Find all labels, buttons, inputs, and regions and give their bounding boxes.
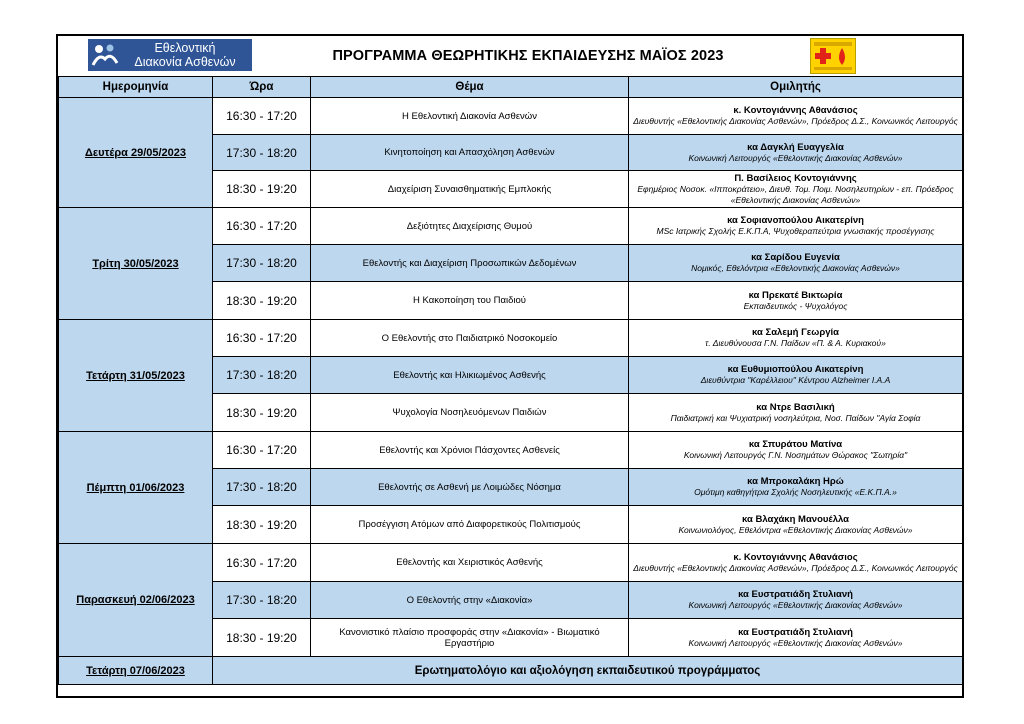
speaker-role: Κοινωνιολόγος, Εθελόντρια «Εθελοντικής Διακονίας Ασθενών» [678,524,913,535]
time-cell: 16:30 - 17:20 [213,98,311,135]
column-header-speaker: Ομιλητής [629,77,963,98]
time-cell: 17:30 - 18:20 [213,357,311,394]
table-row [59,544,963,582]
column-header-date: Ημερομηνία [59,77,213,98]
speaker-role: Παιδιατρική και Ψυχιατρική νοσηλεύτρια, Νοσ. Παίδων "Αγία Σοφία [670,412,921,423]
schedule-frame [56,34,964,698]
speaker-role: Κοινωνική Λειτουργός «Εθελοντικής Διακονίας Ασθενών» [688,152,903,163]
speaker-role: Διευθυντής «Εθελοντικής Διακονίας Ασθενών», Πρόεδρος Δ.Σ., Κοινωνικός Λειτουργός [633,116,958,126]
speaker-name: Π. Βασίλειος Κοντογιάννης [734,172,857,184]
organization-logo-text [122,41,252,69]
topic-cell: Εθελοντής και Χρόνιοι Πάσχοντες Ασθενείς [311,432,629,469]
speaker-name: κα Ευστρατιάδη Στυλιανή [738,589,853,600]
time-cell: 18:30 - 19:20 [213,282,311,320]
time-cell: 17:30 - 18:20 [213,135,311,171]
speaker-role: Εκπαιδευτικός - Ψυχολόγος [743,300,848,311]
speaker-name: κα Σοφιανοπούλου Αικατερίνη [727,215,864,226]
speaker-name: κα Ντρε Βασιλική [756,401,835,413]
column-header-topic: Θέμα [311,77,629,98]
speaker-cell [629,357,963,394]
logo-line-2: Διακονία Ασθενών [134,55,236,69]
time-cell: 17:30 - 18:20 [213,245,311,282]
table-row [59,208,963,245]
speaker-cell [629,171,963,208]
speaker-cell [629,282,963,320]
topic-cell: Η Εθελοντική Διακονία Ασθενών [311,98,629,135]
speaker-name: κα Ευθυμιοπούλου Αικατερίνη [727,364,864,375]
topic-cell: Εθελοντής σε Ασθενή με Λοιμώδες Νόσημα [311,469,629,506]
organization-logo [88,39,252,71]
speaker-role: Κοινωνική Λειτουργός Γ.Ν. Νοσημάτων Θώρακος "Σωτηρία" [683,450,908,460]
speaker-cell [629,98,963,135]
speaker-name: κα Σαρίδου Ευγενία [751,252,840,263]
speaker-cell [629,506,963,544]
speaker-name: κα Πρεκατέ Βικτωρία [748,289,843,301]
speaker-role: MSc Ιατρικής Σχολής Ε.Κ.Π.Α, Ψυχοθεραπεύτρια γνωσιακής προσέγγισης [656,226,935,236]
speaker-name: κ. Κοντογιάννης Αθανάσιος [733,551,858,563]
topic-cell: Ψυχολογία Νοσηλευόμενων Παιδιών [311,394,629,432]
speaker-role: Διευθυντής «Εθελοντικής Διακονίας Ασθενών», Πρόεδρος Δ.Σ., Κοινωνικός Λειτουργός [633,562,958,573]
speaker-cell [629,394,963,432]
evaluation-cell: Ερωτηματολόγιο και αξιολόγηση εκπαιδευτικού προγράμματος [213,657,963,685]
speaker-name: κα Σπυράτου Ματίνα [748,439,843,450]
speaker-role: Νομικός, Εθελόντρια «Εθελοντικής Διακονίας Ασθενών» [691,263,900,273]
topic-cell: Προσέγγιση Ατόμων από Διαφορετικούς Πολιτισμούς [311,506,629,544]
day-cell: Πέμπτη 01/06/2023 [59,432,213,544]
speaker-cell [629,432,963,469]
speaker-role: Κοινωνική Λειτουργός «Εθελοντικής Διακονίας Ασθενών» [688,637,903,648]
time-cell: 16:30 - 17:20 [213,432,311,469]
speaker-name: κα Σαλεμή Γεωργία [752,327,839,338]
red-cross-badge-icon [810,38,856,74]
speaker-role: Εφημέριος Νοσοκ. «Ιπποκράτειο», Διευθ. Τομ. Ποιμ. Νοσηλευτηρίων - επ. Πρόεδρος «Εθελοντικής Διακονίας Ασθενών» [637,183,954,205]
topic-cell: Κανονιστικό πλαίσιο προσφοράς στην «Διακονία» - Βιωματικό Εργαστήριο [311,619,629,657]
time-cell: 16:30 - 17:20 [213,208,311,245]
day-cell: Δευτέρα 29/05/2023 [59,98,213,208]
speaker-cell [629,582,963,619]
table-row [59,432,963,469]
speaker-name: κα Βλαχάκη Μανουέλλα [742,513,849,525]
time-cell: 17:30 - 18:20 [213,469,311,506]
topic-cell: Δεξιότητες Διαχείρισης Θυμού [311,208,629,245]
speaker-role: τ. Διευθύνουσα Γ.Ν. Παίδων «Π. & Α. Κυριακού» [705,338,886,348]
speaker-cell [629,469,963,506]
topic-cell: Εθελοντής και Ηλικιωμένος Ασθενής [311,357,629,394]
table-header-row [59,77,963,98]
speaker-cell [629,208,963,245]
schedule-table [58,76,963,685]
column-header-time: Ώρα [213,77,311,98]
speaker-cell [629,619,963,657]
topic-cell: Κινητοποίηση και Απασχόληση Ασθενών [311,135,629,171]
time-cell: 16:30 - 17:20 [213,544,311,582]
topic-cell: Διαχείριση Συναισθηματικής Εμπλοκής [311,171,629,208]
time-cell: 18:30 - 19:20 [213,619,311,657]
time-cell: 18:30 - 19:20 [213,171,311,208]
speaker-cell [629,135,963,171]
speaker-name: κα Δαγκλή Ευαγγελία [747,141,844,153]
speaker-cell [629,245,963,282]
speaker-cell [629,544,963,582]
topic-cell: Ο Εθελοντής στο Παιδιατρικό Νοσοκομείο [311,320,629,357]
time-cell: 18:30 - 19:20 [213,394,311,432]
speaker-role: Διευθύντρια "Καρέλλειου" Κέντρου Alzheimer Ι.Α.Α [700,375,891,385]
day-cell: Τετάρτη 31/05/2023 [59,320,213,432]
time-cell: 18:30 - 19:20 [213,506,311,544]
speaker-role: Κοινωνική Λειτουργός «Εθελοντικής Διακονίας Ασθενών» [688,600,903,610]
evaluation-row [59,657,963,685]
logo-line-1: Εθελοντική [154,41,216,55]
speaker-name: κ. Κοντογιάννης Αθανάσιος [733,105,858,116]
day-cell: Παρασκευή 02/06/2023 [59,544,213,657]
speaker-name: κα Ευστρατιάδη Στυλιανή [738,626,853,638]
topic-cell: Εθελοντής και Χειριστικός Ασθενής [311,544,629,582]
speaker-cell [629,320,963,357]
speaker-name: κα Μπροκαλάκη Ηρώ [747,476,844,487]
table-row [59,320,963,357]
speaker-role: Ομότιμη καθηγήτρια Σχολής Νοσηλευτικής «Ε.Κ.Π.Α.» [694,487,897,497]
page-title: ΠΡΟΓΡΑΜΜΑ ΘΕΩΡΗΤΙΚΗΣ ΕΚΠΑΙΔΕΥΣΗΣ ΜΑΪΟΣ 2023 [332,48,724,64]
document-header [58,36,962,77]
topic-cell: Εθελοντής και Διαχείριση Προσωπικών Δεδομένων [311,245,629,282]
topic-cell: Η Κακοποίηση του Παιδιού [311,282,629,320]
time-cell: 17:30 - 18:20 [213,582,311,619]
day-cell: Τρίτη 30/05/2023 [59,208,213,320]
day-cell: Τετάρτη 07/06/2023 [59,657,213,685]
table-row [59,98,963,135]
topic-cell: Ο Εθελοντής στην «Διακονία» [311,582,629,619]
people-logo-icon [88,39,122,71]
time-cell: 16:30 - 17:20 [213,320,311,357]
